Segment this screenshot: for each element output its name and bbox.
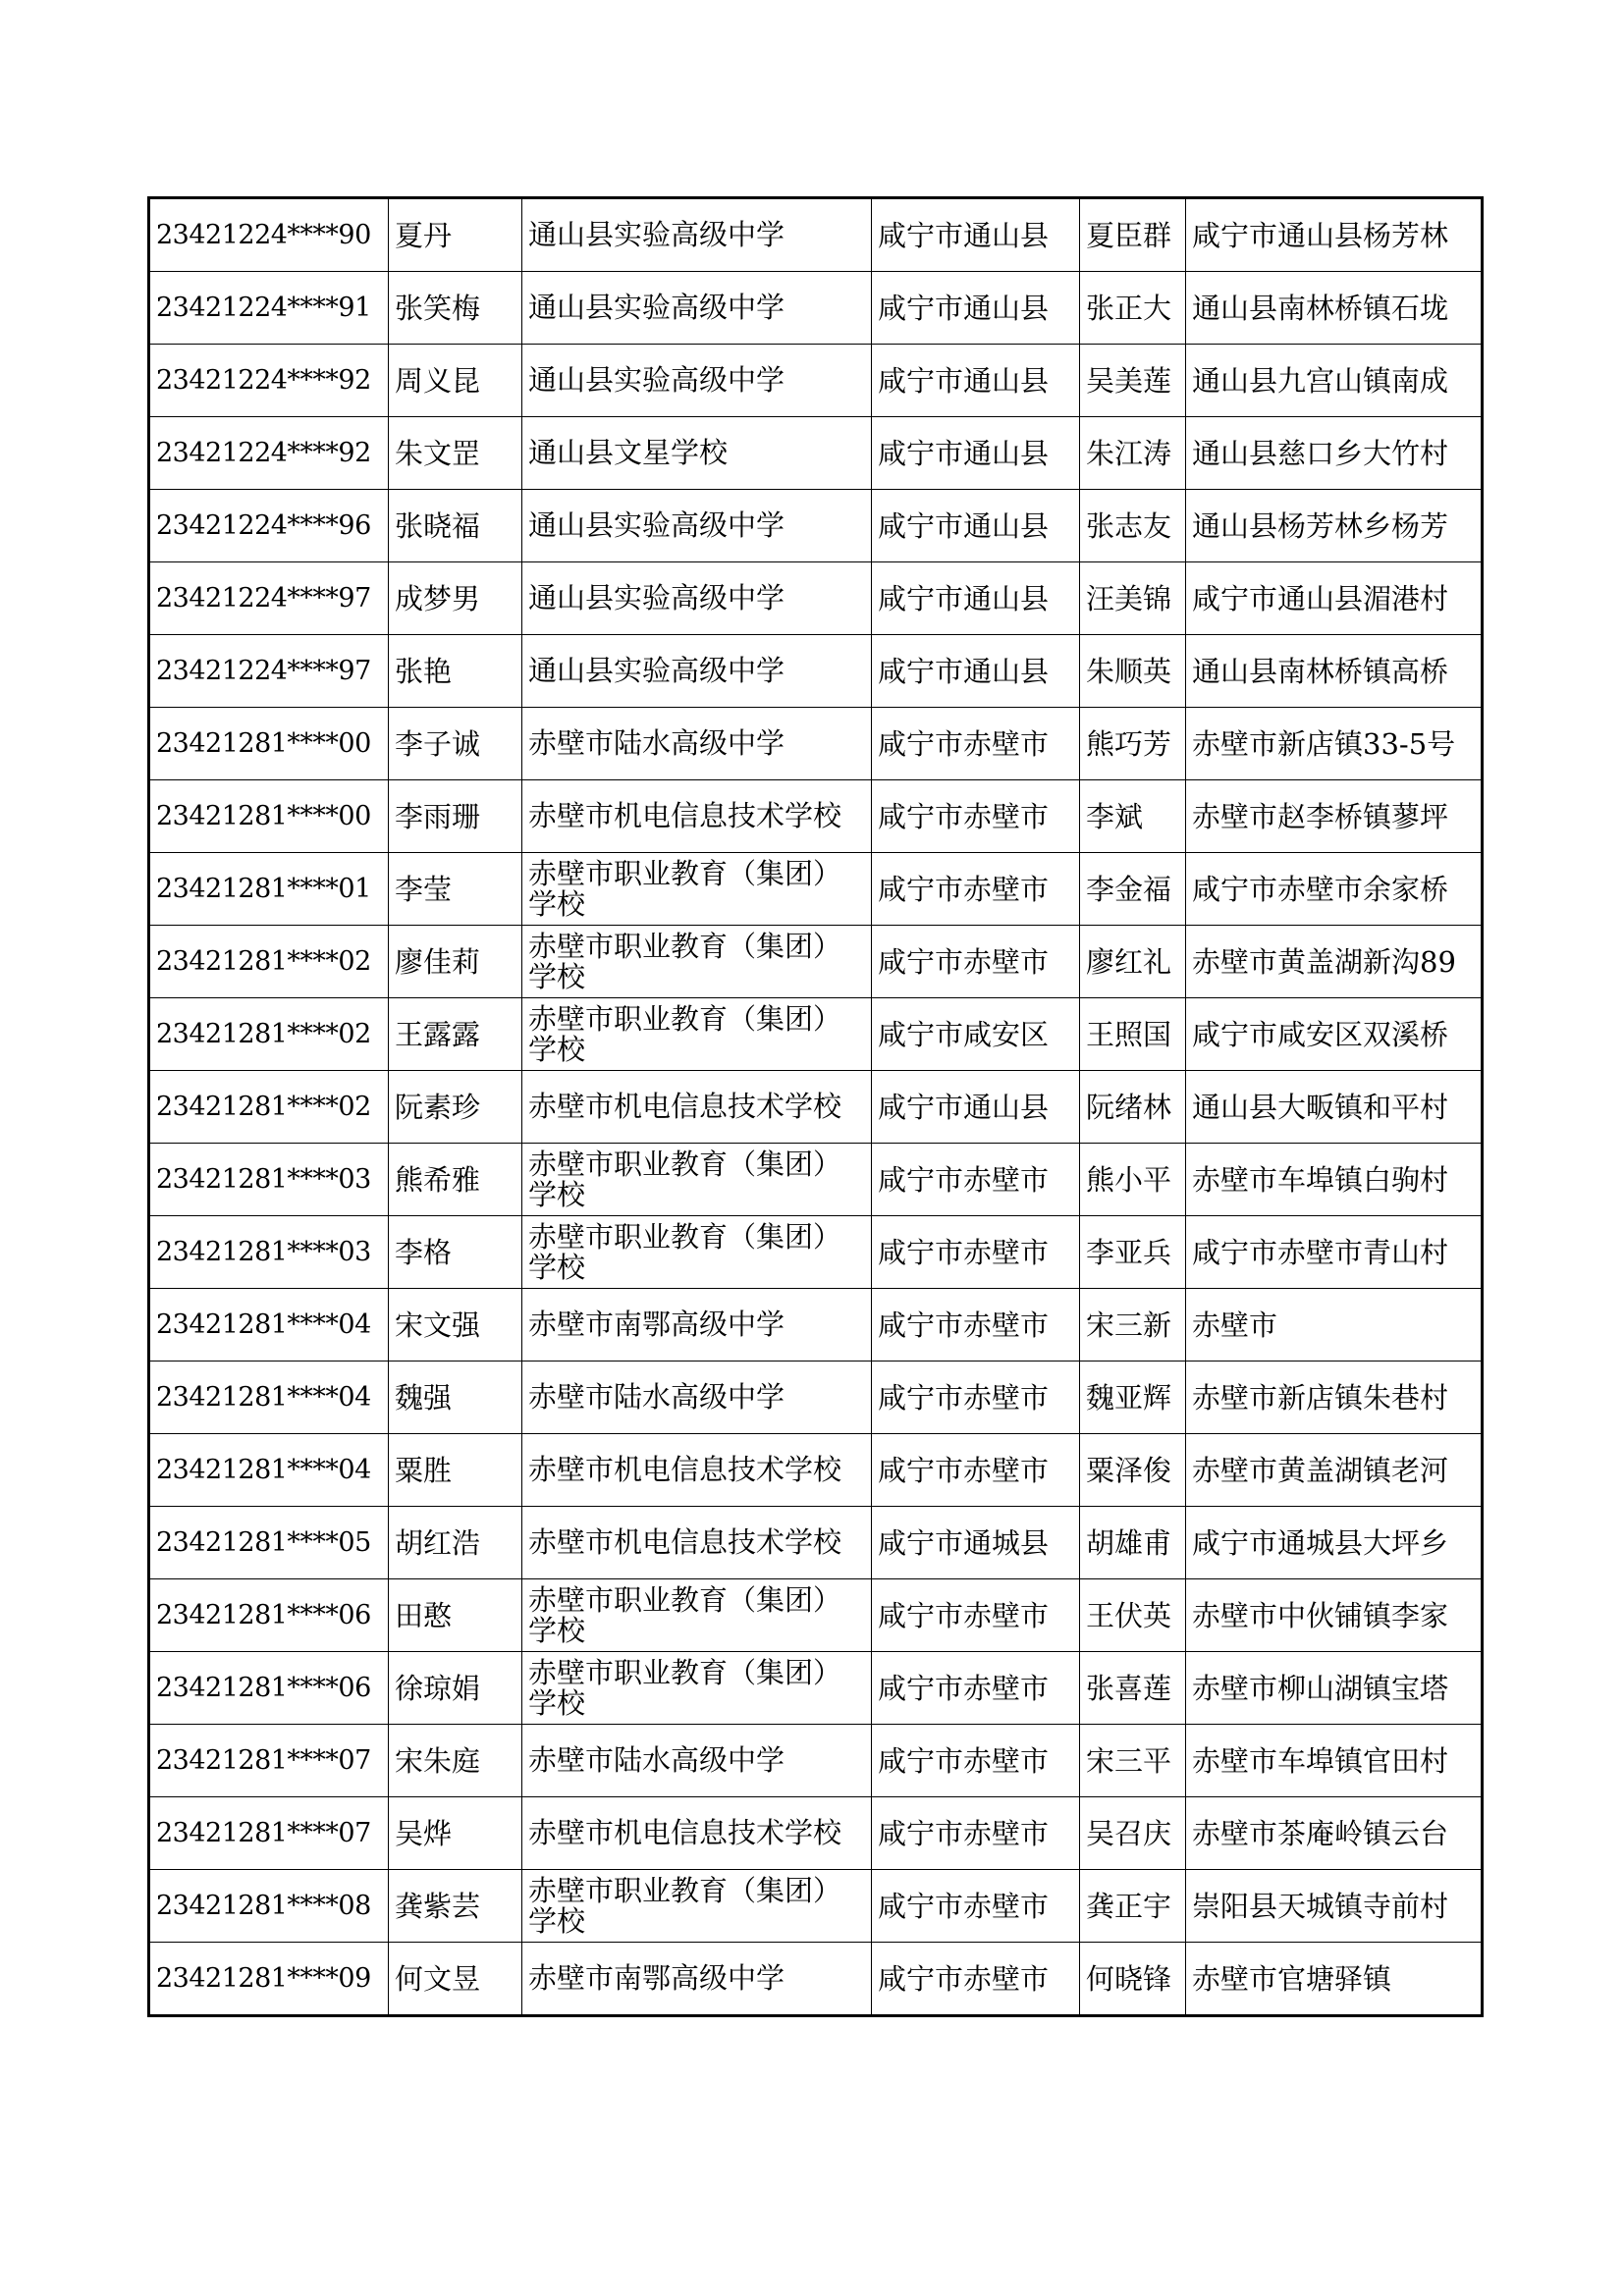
school-cell: 赤壁市机电信息技术学校	[522, 780, 872, 853]
guardian-cell: 王照国	[1080, 998, 1186, 1071]
guardian-cell: 龚正宇	[1080, 1870, 1186, 1943]
region-cell: 咸宁市赤壁市	[872, 853, 1080, 926]
region-cell: 咸宁市通山县	[872, 345, 1080, 417]
school-cell: 通山县实验高级中学	[522, 272, 872, 345]
name-cell: 宋文强	[389, 1289, 522, 1362]
table-row	[149, 1870, 1483, 1943]
school-cell: 赤壁市陆水高级中学	[522, 1725, 872, 1797]
guardian-cell: 吴召庆	[1080, 1797, 1186, 1870]
name-cell: 胡红浩	[389, 1507, 522, 1579]
name-cell: 宋朱庭	[389, 1725, 522, 1797]
region-cell: 咸宁市赤壁市	[872, 1434, 1080, 1507]
region-cell: 咸宁市赤壁市	[872, 1652, 1080, 1725]
id-cell: 23421281****05	[149, 1507, 389, 1579]
guardian-cell: 王伏英	[1080, 1579, 1186, 1652]
school-cell: 赤壁市职业教育（集团）学校	[522, 853, 872, 926]
guardian-cell: 李金福	[1080, 853, 1186, 926]
address-cell: 通山县杨芳林乡杨芳	[1186, 490, 1483, 562]
region-cell: 咸宁市赤壁市	[872, 1870, 1080, 1943]
id-cell: 23421281****07	[149, 1725, 389, 1797]
region-cell: 咸宁市通山县	[872, 272, 1080, 345]
address-cell: 咸宁市赤壁市青山村	[1186, 1216, 1483, 1289]
guardian-cell: 张正大	[1080, 272, 1186, 345]
region-cell: 咸宁市通山县	[872, 417, 1080, 490]
region-cell: 咸宁市赤壁市	[872, 1579, 1080, 1652]
id-cell: 23421281****00	[149, 708, 389, 780]
region-cell: 咸宁市通山县	[872, 198, 1080, 272]
address-cell: 赤壁市中伙铺镇李家	[1186, 1579, 1483, 1652]
region-cell: 咸宁市赤壁市	[872, 1725, 1080, 1797]
name-cell: 周义昆	[389, 345, 522, 417]
name-cell: 张艳	[389, 635, 522, 708]
table-row	[149, 1071, 1483, 1144]
address-cell: 通山县南林桥镇高桥	[1186, 635, 1483, 708]
id-cell: 23421281****02	[149, 1071, 389, 1144]
address-cell: 咸宁市赤壁市余家桥	[1186, 853, 1483, 926]
table-row	[149, 1434, 1483, 1507]
table-row	[149, 1579, 1483, 1652]
table-row	[149, 998, 1483, 1071]
address-cell: 咸宁市通山县杨芳林	[1186, 198, 1483, 272]
name-cell: 张晓福	[389, 490, 522, 562]
name-cell: 田憨	[389, 1579, 522, 1652]
table-row	[149, 708, 1483, 780]
table-body	[149, 198, 1483, 2016]
school-cell: 赤壁市南鄂高级中学	[522, 1943, 872, 2016]
id-cell: 23421281****04	[149, 1362, 389, 1434]
region-cell: 咸宁市通山县	[872, 1071, 1080, 1144]
table-row	[149, 198, 1483, 272]
id-cell: 23421224****92	[149, 417, 389, 490]
school-cell: 赤壁市南鄂高级中学	[522, 1289, 872, 1362]
name-cell: 吴烨	[389, 1797, 522, 1870]
school-cell: 赤壁市职业教育（集团）学校	[522, 1870, 872, 1943]
school-cell: 通山县实验高级中学	[522, 345, 872, 417]
school-cell: 赤壁市机电信息技术学校	[522, 1434, 872, 1507]
guardian-cell: 张志友	[1080, 490, 1186, 562]
region-cell: 咸宁市赤壁市	[872, 1216, 1080, 1289]
address-cell: 赤壁市新店镇33-5号	[1186, 708, 1483, 780]
id-cell: 23421224****97	[149, 635, 389, 708]
name-cell: 张笑梅	[389, 272, 522, 345]
id-cell: 23421281****01	[149, 853, 389, 926]
id-cell: 23421281****00	[149, 780, 389, 853]
region-cell: 咸宁市赤壁市	[872, 1362, 1080, 1434]
address-cell: 赤壁市新店镇朱巷村	[1186, 1362, 1483, 1434]
guardian-cell: 朱江涛	[1080, 417, 1186, 490]
table-row	[149, 1507, 1483, 1579]
id-cell: 23421224****97	[149, 562, 389, 635]
guardian-cell: 胡雄甫	[1080, 1507, 1186, 1579]
guardian-cell: 粟泽俊	[1080, 1434, 1186, 1507]
name-cell: 何文昱	[389, 1943, 522, 2016]
guardian-cell: 魏亚辉	[1080, 1362, 1186, 1434]
guardian-cell: 李斌	[1080, 780, 1186, 853]
table-row	[149, 1216, 1483, 1289]
table-row	[149, 635, 1483, 708]
name-cell: 李格	[389, 1216, 522, 1289]
guardian-cell: 吴美莲	[1080, 345, 1186, 417]
table-row	[149, 1725, 1483, 1797]
id-cell: 23421224****92	[149, 345, 389, 417]
guardian-cell: 廖红礼	[1080, 926, 1186, 998]
guardian-cell: 阮绪林	[1080, 1071, 1186, 1144]
name-cell: 龚紫芸	[389, 1870, 522, 1943]
school-cell: 通山县实验高级中学	[522, 490, 872, 562]
school-cell: 赤壁市陆水高级中学	[522, 1362, 872, 1434]
school-cell: 赤壁市职业教育（集团）学校	[522, 1216, 872, 1289]
guardian-cell: 熊小平	[1080, 1144, 1186, 1216]
address-cell: 赤壁市车埠镇官田村	[1186, 1725, 1483, 1797]
address-cell: 通山县慈口乡大竹村	[1186, 417, 1483, 490]
name-cell: 徐琼娟	[389, 1652, 522, 1725]
region-cell: 咸宁市赤壁市	[872, 926, 1080, 998]
name-cell: 夏丹	[389, 198, 522, 272]
table-row	[149, 926, 1483, 998]
guardian-cell: 何晓锋	[1080, 1943, 1186, 2016]
id-cell: 23421281****06	[149, 1579, 389, 1652]
address-cell: 通山县大畈镇和平村	[1186, 1071, 1483, 1144]
name-cell: 李莹	[389, 853, 522, 926]
name-cell: 粟胜	[389, 1434, 522, 1507]
address-cell: 赤壁市黄盖湖镇老河	[1186, 1434, 1483, 1507]
name-cell: 阮素珍	[389, 1071, 522, 1144]
name-cell: 熊希雅	[389, 1144, 522, 1216]
school-cell: 赤壁市职业教育（集团）学校	[522, 926, 872, 998]
address-cell: 赤壁市	[1186, 1289, 1483, 1362]
address-cell: 赤壁市茶庵岭镇云台	[1186, 1797, 1483, 1870]
table-row	[149, 345, 1483, 417]
table-row	[149, 1144, 1483, 1216]
address-cell: 咸宁市咸安区双溪桥	[1186, 998, 1483, 1071]
address-cell: 赤壁市柳山湖镇宝塔	[1186, 1652, 1483, 1725]
id-cell: 23421281****09	[149, 1943, 389, 2016]
id-cell: 23421281****03	[149, 1216, 389, 1289]
table-row	[149, 1362, 1483, 1434]
school-cell: 赤壁市机电信息技术学校	[522, 1797, 872, 1870]
name-cell: 成梦男	[389, 562, 522, 635]
guardian-cell: 汪美锦	[1080, 562, 1186, 635]
region-cell: 咸宁市赤壁市	[872, 1943, 1080, 2016]
region-cell: 咸宁市通山县	[872, 490, 1080, 562]
school-cell: 赤壁市职业教育（集团）学校	[522, 998, 872, 1071]
id-cell: 23421224****91	[149, 272, 389, 345]
region-cell: 咸宁市赤壁市	[872, 780, 1080, 853]
school-cell: 赤壁市机电信息技术学校	[522, 1507, 872, 1579]
region-cell: 咸宁市通城县	[872, 1507, 1080, 1579]
address-cell: 赤壁市赵李桥镇蓼坪	[1186, 780, 1483, 853]
guardian-cell: 李亚兵	[1080, 1216, 1186, 1289]
school-cell: 赤壁市职业教育（集团）学校	[522, 1144, 872, 1216]
table-row	[149, 780, 1483, 853]
school-cell: 赤壁市职业教育（集团）学校	[522, 1579, 872, 1652]
address-cell: 通山县南林桥镇石垅	[1186, 272, 1483, 345]
guardian-cell: 夏臣群	[1080, 198, 1186, 272]
id-cell: 23421281****02	[149, 926, 389, 998]
table-row	[149, 1943, 1483, 2016]
school-cell: 通山县实验高级中学	[522, 562, 872, 635]
guardian-cell: 宋三平	[1080, 1725, 1186, 1797]
name-cell: 朱文罡	[389, 417, 522, 490]
school-cell: 通山县文星学校	[522, 417, 872, 490]
id-cell: 23421224****90	[149, 198, 389, 272]
name-cell: 廖佳莉	[389, 926, 522, 998]
name-cell: 李子诚	[389, 708, 522, 780]
table-row	[149, 562, 1483, 635]
region-cell: 咸宁市赤壁市	[872, 708, 1080, 780]
name-cell: 魏强	[389, 1362, 522, 1434]
table-row	[149, 853, 1483, 926]
address-cell: 崇阳县天城镇寺前村	[1186, 1870, 1483, 1943]
school-cell: 通山县实验高级中学	[522, 198, 872, 272]
id-cell: 23421224****96	[149, 490, 389, 562]
table-row	[149, 1652, 1483, 1725]
table-row	[149, 1289, 1483, 1362]
guardian-cell: 熊巧芳	[1080, 708, 1186, 780]
region-cell: 咸宁市赤壁市	[872, 1144, 1080, 1216]
school-cell: 赤壁市职业教育（集团）学校	[522, 1652, 872, 1725]
school-cell: 通山县实验高级中学	[522, 635, 872, 708]
region-cell: 咸宁市通山县	[872, 562, 1080, 635]
table-row	[149, 1797, 1483, 1870]
address-cell: 赤壁市官塘驿镇	[1186, 1943, 1483, 2016]
id-cell: 23421281****02	[149, 998, 389, 1071]
address-cell: 咸宁市通城县大坪乡	[1186, 1507, 1483, 1579]
id-cell: 23421281****04	[149, 1434, 389, 1507]
address-cell: 赤壁市黄盖湖新沟89	[1186, 926, 1483, 998]
id-cell: 23421281****03	[149, 1144, 389, 1216]
id-cell: 23421281****04	[149, 1289, 389, 1362]
school-cell: 赤壁市机电信息技术学校	[522, 1071, 872, 1144]
table-row	[149, 417, 1483, 490]
address-cell: 赤壁市车埠镇白驹村	[1186, 1144, 1483, 1216]
region-cell: 咸宁市咸安区	[872, 998, 1080, 1071]
id-cell: 23421281****08	[149, 1870, 389, 1943]
region-cell: 咸宁市赤壁市	[872, 1797, 1080, 1870]
school-cell: 赤壁市陆水高级中学	[522, 708, 872, 780]
guardian-cell: 朱顺英	[1080, 635, 1186, 708]
id-cell: 23421281****07	[149, 1797, 389, 1870]
region-cell: 咸宁市通山县	[872, 635, 1080, 708]
student-table	[147, 196, 1484, 2017]
name-cell: 王露露	[389, 998, 522, 1071]
id-cell: 23421281****06	[149, 1652, 389, 1725]
guardian-cell: 宋三新	[1080, 1289, 1186, 1362]
region-cell: 咸宁市赤壁市	[872, 1289, 1080, 1362]
table-row	[149, 490, 1483, 562]
guardian-cell: 张喜莲	[1080, 1652, 1186, 1725]
address-cell: 咸宁市通山县湄港村	[1186, 562, 1483, 635]
table-row	[149, 272, 1483, 345]
address-cell: 通山县九宫山镇南成	[1186, 345, 1483, 417]
name-cell: 李雨珊	[389, 780, 522, 853]
